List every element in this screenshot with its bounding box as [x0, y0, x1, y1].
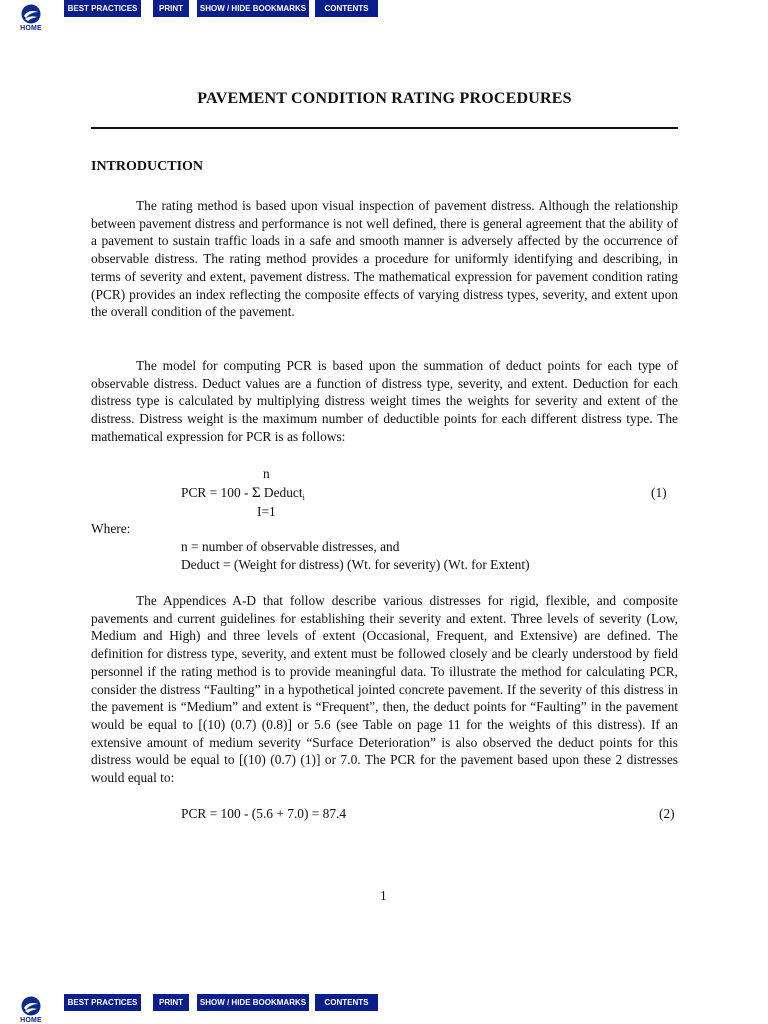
definition-deduct: Deduct = (Weight for distress) (Wt. for severity) (Wt. for Extent) — [181, 557, 530, 572]
where-label: Where: — [91, 521, 131, 536]
print-button[interactable]: PRINT — [153, 0, 189, 17]
equation-1-lhs: PCR = 100 - — [181, 485, 252, 500]
best-practices-button[interactable]: BEST PRACTICES — [64, 994, 141, 1011]
home-link[interactable] — [17, 4, 45, 32]
title-divider — [91, 127, 678, 129]
equation-2-number: (2) — [659, 806, 675, 821]
paragraph-model: The model for computing PCR is based upon the summation of deduct points for each type of observable distress. Deduct values are a function of distress type, severity, and extent. Deduction for each distress type is calculated by multiplying distress weight times the weights for severity and extent of the distress. Distress weight is the maximum number of deductible points for each different distress type. The mathematical expression for PCR is as follows: — [91, 358, 678, 444]
print-button[interactable]: PRINT — [153, 994, 189, 1011]
equation-1-term: Deduct — [260, 485, 303, 500]
equation-1-number: (1) — [651, 485, 667, 500]
best-practices-button[interactable]: BEST PRACTICES — [64, 0, 141, 17]
dot-logo-icon — [21, 996, 41, 1016]
home-label[interactable]: HOME — [20, 1017, 42, 1024]
top-navbar — [0, 0, 768, 32]
equation-1-subscript: i — [302, 493, 305, 502]
sum-upper-limit: n — [263, 466, 270, 481]
contents-button[interactable]: CONTENTS — [315, 0, 378, 17]
home-link-bottom[interactable] — [17, 996, 45, 1024]
definition-n: n = number of observable distresses, and — [181, 539, 400, 554]
paragraph-intro: The rating method is based upon visual inspection of pavement distress. Although the relationship between pavement distress and performance is not well defined, there is general agreement that the ability of a pavement to sustain traffic loads in a safe and smooth manner is adversely affected by the occurrence of observable distress. The rating method provides a procedure for uniformly identifying and describing, in terms of severity and extent, pavement distress. The mathematical expression for pavement condition rating (PCR) provides an index reflecting the composite effects of varying distress types, severity, and extent upon the overall condition of the pavement. — [91, 198, 678, 320]
contents-button[interactable]: CONTENTS — [315, 994, 378, 1011]
sigma-symbol: Σ — [251, 485, 261, 501]
page-number: 1 — [380, 888, 387, 903]
home-label[interactable]: HOME — [20, 25, 42, 32]
paragraph-appendices: The Appendices A-D that follow describe various distresses for rigid, flexible, and composite pavements and current guidelines for establishing their severity and extent. Three levels of severity (Low, Medium and High) and three levels of extent (Occasional, Frequent, and Extensive) are defined. The definition for distress type, severity, and extent must be followed closely and be clearly understood by field personnel if the rating method is to provide meaningful data. To illustrate the method for calculating PCR, consider the distress “Faulting” in a hypothetical jointed concrete pavement. If the severity of this distress in the pavement is “Medium” and extent is “Frequent”, then, the deduct points for “Faulting” in the pavement would be equal to [(10) (0.7) (0.8)] or 5.6 (see Table on page 11 for the weights of this distress). If an extensive amount of medium severity “Surface Deterioration” is also observed the deduct points for this distress would be equal to [(10) (0.7) (1)] or 7.0. The PCR for the pavement based upon these 2 distresses would equal to: — [91, 593, 678, 786]
show-hide-bookmarks-button[interactable]: SHOW / HIDE BOOKMARKS — [197, 0, 309, 17]
equation-1 — [181, 484, 305, 507]
page-title: PAVEMENT CONDITION RATING PROCEDURES — [197, 90, 572, 107]
bottom-navbar — [0, 992, 768, 1024]
dot-logo-icon — [21, 4, 41, 24]
equation-2: PCR = 100 - (5.6 + 7.0) = 87.4 — [181, 806, 347, 821]
section-heading: INTRODUCTION — [91, 159, 204, 174]
show-hide-bookmarks-button[interactable]: SHOW / HIDE BOOKMARKS — [197, 994, 309, 1011]
sum-lower-limit: I=1 — [257, 504, 276, 519]
